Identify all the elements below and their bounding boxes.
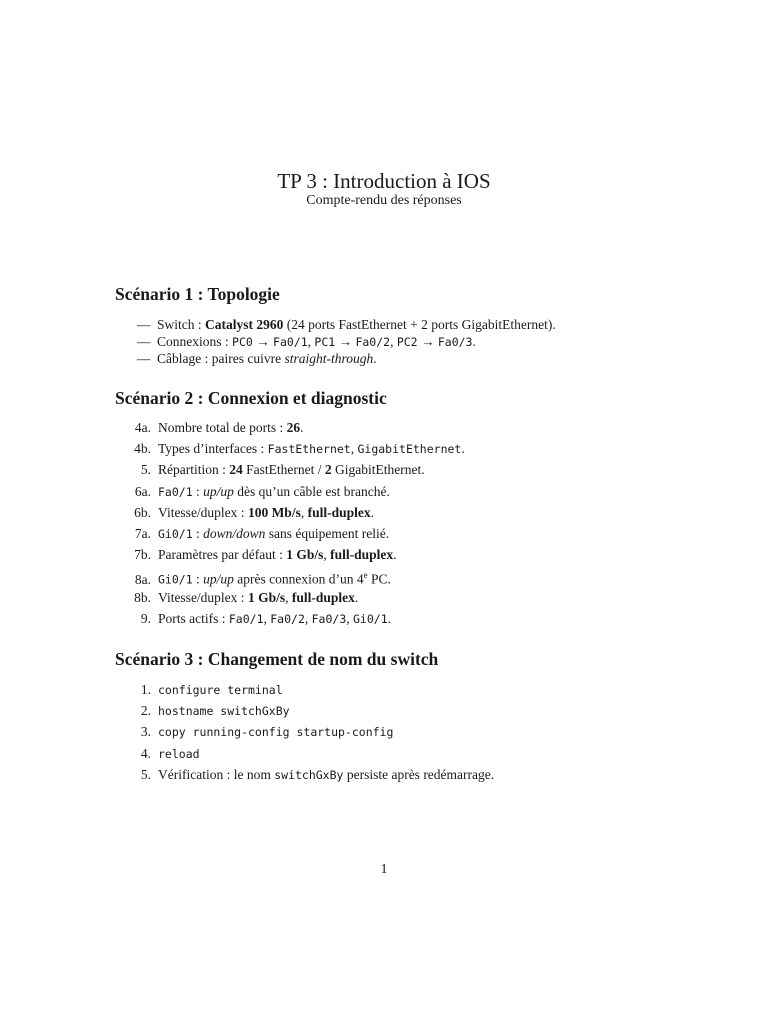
section-1-heading: Scénario 1 : Topologie xyxy=(115,284,280,304)
item-number: 1. xyxy=(140,682,151,697)
dash-bullet: — xyxy=(137,317,151,332)
list-item: 6a. Fa0/1 : up/up dès qu’un câble est branché. xyxy=(115,481,465,502)
document-subtitle: Compte-rendu des réponses xyxy=(306,193,462,208)
section-1-list xyxy=(137,316,556,367)
list-item: 2. hostname switchGxBy xyxy=(115,700,494,721)
list-item: 4. reload xyxy=(115,743,494,764)
section-3-list xyxy=(115,679,494,785)
item-number: 4a. xyxy=(134,420,151,435)
list-item: 1. configure terminal xyxy=(115,679,494,700)
list-item: 5. Répartition : 24 FastEthernet / 2 GigabitEthernet. xyxy=(115,459,465,480)
list-item: 8b. Vitesse/duplex : 1 Gb/s, full-duplex. xyxy=(115,587,465,608)
item-number: 7a. xyxy=(134,525,151,541)
item-number: 5. xyxy=(140,766,151,782)
section-2-heading: Scénario 2 : Connexion et diagnostic xyxy=(115,388,387,408)
section-3-heading: Scénario 3 : Changement de nom du switch xyxy=(115,649,439,669)
dash-bullet: — xyxy=(137,351,151,366)
item-number: 3. xyxy=(140,724,151,740)
item-number: 4. xyxy=(140,745,151,761)
dash-bullet: — xyxy=(137,334,151,349)
item-number: 2. xyxy=(140,703,151,719)
item-number: 8b. xyxy=(134,589,151,605)
list-item: — Câblage : paires cuivre straight-through. xyxy=(137,351,377,366)
item-number: 7b. xyxy=(134,547,151,563)
item-number: 9. xyxy=(140,610,151,626)
list-item: 5. Vérification : le nom switchGxBy persiste après redémarrage. xyxy=(115,764,494,785)
item-number: 4b. xyxy=(134,441,151,457)
list-item: 9. Ports actifs : Fa0/1, Fa0/2, Fa0/3, Gi0/1. xyxy=(115,608,465,629)
list-item: 3. copy running-config startup-config xyxy=(115,721,494,742)
item-number: 6a. xyxy=(134,483,151,499)
item-number: 8a. xyxy=(134,571,151,587)
list-item: 4b. Types d’interfaces : FastEthernet, GigabitEthernet. xyxy=(115,438,465,459)
list-item: 6b. Vitesse/duplex : 100 Mb/s, full-duplex. xyxy=(115,502,465,523)
item-number: 6b. xyxy=(134,504,151,520)
document-title: TP 3 : Introduction à IOS xyxy=(277,169,491,193)
list-item: — Switch : Catalyst 2960 (24 ports FastEthernet + 2 ports GigabitEthernet). xyxy=(137,317,556,332)
list-item: 7a. Gi0/1 : down/down sans équipement relié. xyxy=(115,523,465,544)
item-number: 5. xyxy=(140,462,151,478)
list-item: — Connexions : PC0 → Fa0/1, PC1 → Fa0/2, PC2 → Fa0/3. xyxy=(137,334,476,349)
page-number: 1 xyxy=(380,862,388,877)
list-item: 8a. Gi0/1 : up/up après connexion d’un 4e PC. xyxy=(115,565,465,586)
list-item: 7b. Paramètres par défaut : 1 Gb/s, full-duplex. xyxy=(115,544,465,565)
list-item: 4a. Nombre total de ports : 26. xyxy=(115,417,465,438)
section-2-list xyxy=(115,417,465,629)
